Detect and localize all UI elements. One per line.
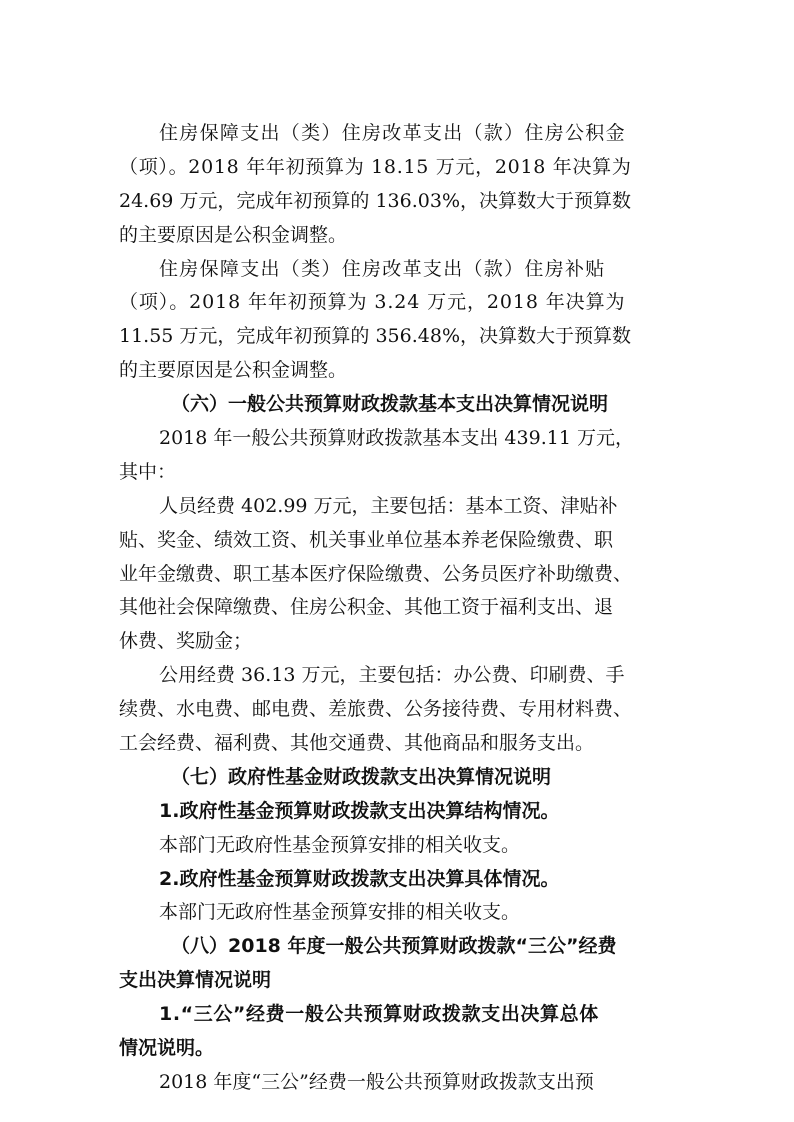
paragraph-line: 公用经费 36.13 万元，主要包括：办公费、印刷费、手 [159,664,625,687]
paragraph-line: （项）。2018 年年初预算为 3.24 万元，2018 年决算为 [119,291,626,314]
paragraph-line: 11.55 万元，完成年初预算的 356.48%，决算数大于预算数 [119,325,632,348]
paragraph-line: 住房保障支出（类）住房改革支出（款）住房补贴 [159,257,606,280]
paragraph-line: 2018 年一般公共预算财政拨款基本支出 439.11 万元， [159,427,634,450]
subsection-heading: 2.政府性基金预算财政拨款支出决算具体情况。 [159,867,560,890]
subsection-heading: 1.“三公”经费一般公共预算财政拨款支出决算总体 [159,1003,599,1026]
paragraph-line: 其他社会保障缴费、住房公积金、其他工资于福利支出、退 [119,596,614,619]
paragraph-line: （项）。2018 年年初预算为 18.15 万元，2018 年决算为 [119,155,632,178]
section-heading: 支出决算情况说明 [119,969,272,992]
paragraph-line: 24.69 万元，完成年初预算的 136.03%，决算数大于预算数 [119,189,632,212]
paragraph-line: 的主要原因是公积金调整。 [119,223,348,246]
section-heading: （六）一般公共预算财政拨款基本支出决算情况说明 [171,393,609,416]
paragraph-line: 住房保障支出（类）住房改革支出（款）住房公积金 [159,122,626,144]
paragraph-line: 贴、奖金、绩效工资、机关事业单位基本养老保险缴费、职 [119,528,614,551]
paragraph-line: 本部门无政府性基金预算安排的相关收支。 [159,833,521,856]
paragraph-line: 续费、水电费、邮电费、差旅费、公务接待费、专用材料费、 [119,698,633,721]
section-heading: （八）2018 年度一般公共预算财政拨款“三公”经费 [171,935,617,958]
subsection-heading: 情况说明。 [119,1037,215,1060]
paragraph-line: 业年金缴费、职工基本医疗保险缴费、公务员医疗补助缴费、 [119,562,633,585]
paragraph-line: 2018 年度“三公”经费一般公共预算财政拨款支出预 [159,1070,594,1093]
paragraph-line: 工会经费、福利费、其他交通费、其他商品和服务支出。 [119,732,595,755]
paragraph-line: 人员经费 402.99 万元，主要包括：基本工资、津贴补 [159,494,618,517]
subsection-heading: 1.政府性基金预算财政拨款支出决算结构情况。 [159,799,560,822]
document-page [119,117,679,1100]
paragraph-line: 的主要原因是公积金调整。 [119,359,348,382]
paragraph-line: 本部门无政府性基金预算安排的相关收支。 [159,901,521,924]
paragraph-line: 其中： [119,460,177,483]
paragraph-line: 休费、奖励金； [119,630,253,653]
section-heading: （七）政府性基金财政拨款支出决算情况说明 [171,765,552,788]
